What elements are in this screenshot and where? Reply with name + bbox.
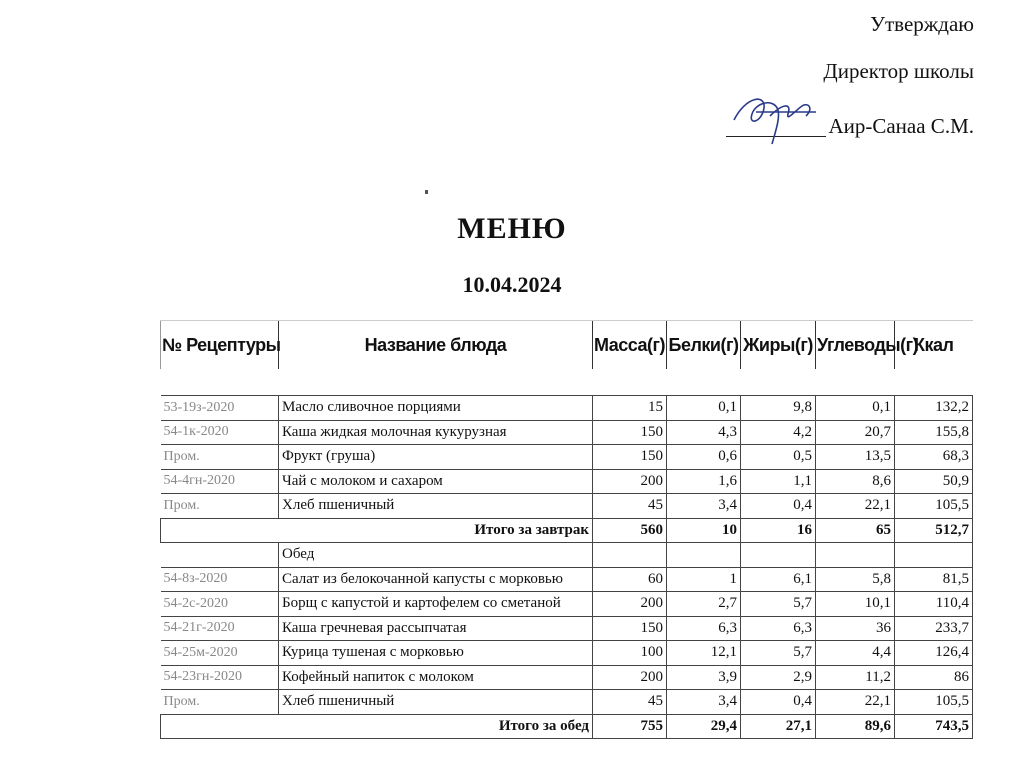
cell-fat: 5,7: [741, 592, 816, 617]
cell-protein: 6,3: [667, 616, 741, 641]
cell-mass: [593, 543, 667, 568]
section-row: [161, 543, 973, 568]
cell-protein: 2,7: [667, 592, 741, 617]
cell-protein: 1: [667, 567, 741, 592]
cell-carbs: 36: [816, 616, 895, 641]
cell-mass: 45: [593, 494, 667, 519]
cell-recipe-no: 54-21г-2020: [161, 616, 279, 641]
cell-protein: 3,4: [667, 494, 741, 519]
cell-mass: 200: [593, 665, 667, 690]
cell-kcal: 81,5: [895, 567, 973, 592]
cell-protein: [667, 543, 741, 568]
cell-carbs: 11,2: [816, 665, 895, 690]
cell-dish-name: Курица тушеная с морковью: [279, 641, 593, 666]
cell-recipe-no: 53-19з-2020: [161, 396, 279, 421]
cell-kcal: 105,5: [895, 690, 973, 715]
scan-speck: [425, 190, 428, 194]
cell-recipe-no: 54-2с-2020: [161, 592, 279, 617]
approval-signature-line: [726, 108, 974, 137]
cell-carbs: 22,1: [816, 494, 895, 519]
cell-protein: 12,1: [667, 641, 741, 666]
cell-fat: 1,1: [741, 469, 816, 494]
cell-kcal: [895, 543, 973, 568]
total-row: [161, 518, 973, 543]
cell-dish-name: Чай с молоком и сахаром: [279, 469, 593, 494]
cell-carbs: 8,6: [816, 469, 895, 494]
cell-kcal: 155,8: [895, 420, 973, 445]
cell-fat: 0,5: [741, 445, 816, 470]
table-row: [161, 665, 973, 690]
cell-kcal: 512,7: [895, 518, 973, 543]
page-title: МЕНЮ: [457, 212, 567, 245]
cell-recipe-no: 54-8з-2020: [161, 567, 279, 592]
cell-recipe-no: Пром.: [161, 445, 279, 470]
cell-recipe-no: Пром.: [161, 494, 279, 519]
cell-protein: 29,4: [667, 714, 741, 739]
cell-recipe-no: 54-1к-2020: [161, 420, 279, 445]
cell-dish-name: Каша жидкая молочная кукурузная: [279, 420, 593, 445]
cell-carbs: 13,5: [816, 445, 895, 470]
cell-protein: 0,6: [667, 445, 741, 470]
cell-carbs: 22,1: [816, 690, 895, 715]
cell-mass: 100: [593, 641, 667, 666]
cell-carbs: 89,6: [816, 714, 895, 739]
header-recipe-no: № Рецептуры: [161, 321, 279, 370]
approval-heading: Утверждаю: [870, 12, 974, 36]
cell-kcal: 105,5: [895, 494, 973, 519]
signature: [726, 108, 826, 137]
header-fat: Жиры(г): [741, 321, 816, 370]
header-protein: Белки(г): [667, 321, 741, 370]
cell-protein: 1,6: [667, 469, 741, 494]
cell-carbs: 65: [816, 518, 895, 543]
cell-fat: 2,9: [741, 665, 816, 690]
menu-date: 10.04.2024: [462, 272, 562, 297]
table-row: [161, 445, 973, 470]
signature-icon: [726, 86, 826, 146]
cell-fat: 16: [741, 518, 816, 543]
table-row: [161, 396, 973, 421]
cell-dish-name: Кофейный напиток с молоком: [279, 665, 593, 690]
cell-recipe-no: 54-25м-2020: [161, 641, 279, 666]
table-row: [161, 420, 973, 445]
total-label: Итого за обед: [161, 714, 593, 739]
table-row: [161, 641, 973, 666]
cell-mass: 200: [593, 592, 667, 617]
table-row: [161, 469, 973, 494]
header-gap: [161, 369, 973, 396]
cell-fat: [741, 543, 816, 568]
menu-table: [160, 320, 973, 739]
cell-kcal: 86: [895, 665, 973, 690]
cell-dish-name: Каша гречневая рассыпчатая: [279, 616, 593, 641]
cell-mass: 15: [593, 396, 667, 421]
header-carbs: Углеводы(г): [816, 321, 895, 370]
cell-fat: 6,3: [741, 616, 816, 641]
cell-carbs: 4,4: [816, 641, 895, 666]
table-row: [161, 690, 973, 715]
section-title: Обед: [279, 543, 593, 568]
approval-position: Директор школы: [823, 59, 974, 83]
cell-recipe-no: Пром.: [161, 690, 279, 715]
cell-recipe-no: 54-23гн-2020: [161, 665, 279, 690]
cell-dish-name: Фрукт (груша): [279, 445, 593, 470]
total-label: Итого за завтрак: [161, 518, 593, 543]
cell-protein: 3,4: [667, 690, 741, 715]
approval-block: [726, 14, 974, 137]
cell-protein: 10: [667, 518, 741, 543]
cell-kcal: 68,3: [895, 445, 973, 470]
cell-kcal: 132,2: [895, 396, 973, 421]
cell-protein: 4,3: [667, 420, 741, 445]
cell-fat: 4,2: [741, 420, 816, 445]
cell-dish-name: Хлеб пшеничный: [279, 690, 593, 715]
table-row: [161, 494, 973, 519]
cell-fat: 0,4: [741, 494, 816, 519]
cell-carbs: 10,1: [816, 592, 895, 617]
cell-dish-name: Хлеб пшеничный: [279, 494, 593, 519]
cell-fat: 27,1: [741, 714, 816, 739]
cell-fat: 0,4: [741, 690, 816, 715]
cell-recipe-no: [161, 543, 279, 568]
cell-mass: 150: [593, 445, 667, 470]
table-row: [161, 616, 973, 641]
cell-dish-name: Масло сливочное порциями: [279, 396, 593, 421]
cell-kcal: 110,4: [895, 592, 973, 617]
cell-protein: 3,9: [667, 665, 741, 690]
cell-fat: 5,7: [741, 641, 816, 666]
cell-kcal: 126,4: [895, 641, 973, 666]
cell-mass: 755: [593, 714, 667, 739]
cell-mass: 150: [593, 420, 667, 445]
total-row: [161, 714, 973, 739]
cell-carbs: [816, 543, 895, 568]
cell-kcal: 743,5: [895, 714, 973, 739]
cell-mass: 45: [593, 690, 667, 715]
header-mass: Масса(г): [593, 321, 667, 370]
table-header: [161, 321, 973, 370]
cell-mass: 150: [593, 616, 667, 641]
cell-carbs: 0,1: [816, 396, 895, 421]
cell-dish-name: Борщ с капустой и картофелем со сметаной: [279, 592, 593, 617]
cell-mass: 560: [593, 518, 667, 543]
cell-fat: 9,8: [741, 396, 816, 421]
cell-fat: 6,1: [741, 567, 816, 592]
header-dish-name: Название блюда: [279, 321, 593, 370]
table-row: [161, 567, 973, 592]
cell-kcal: 233,7: [895, 616, 973, 641]
approval-signer: Аир-Санаа С.М.: [828, 114, 974, 138]
cell-kcal: 50,9: [895, 469, 973, 494]
cell-mass: 200: [593, 469, 667, 494]
cell-carbs: 20,7: [816, 420, 895, 445]
cell-dish-name: Салат из белокочанной капусты с морковью: [279, 567, 593, 592]
cell-carbs: 5,8: [816, 567, 895, 592]
cell-protein: 0,1: [667, 396, 741, 421]
table-row: [161, 592, 973, 617]
cell-recipe-no: 54-4гн-2020: [161, 469, 279, 494]
header-kcal: Ккал: [895, 321, 973, 370]
cell-mass: 60: [593, 567, 667, 592]
